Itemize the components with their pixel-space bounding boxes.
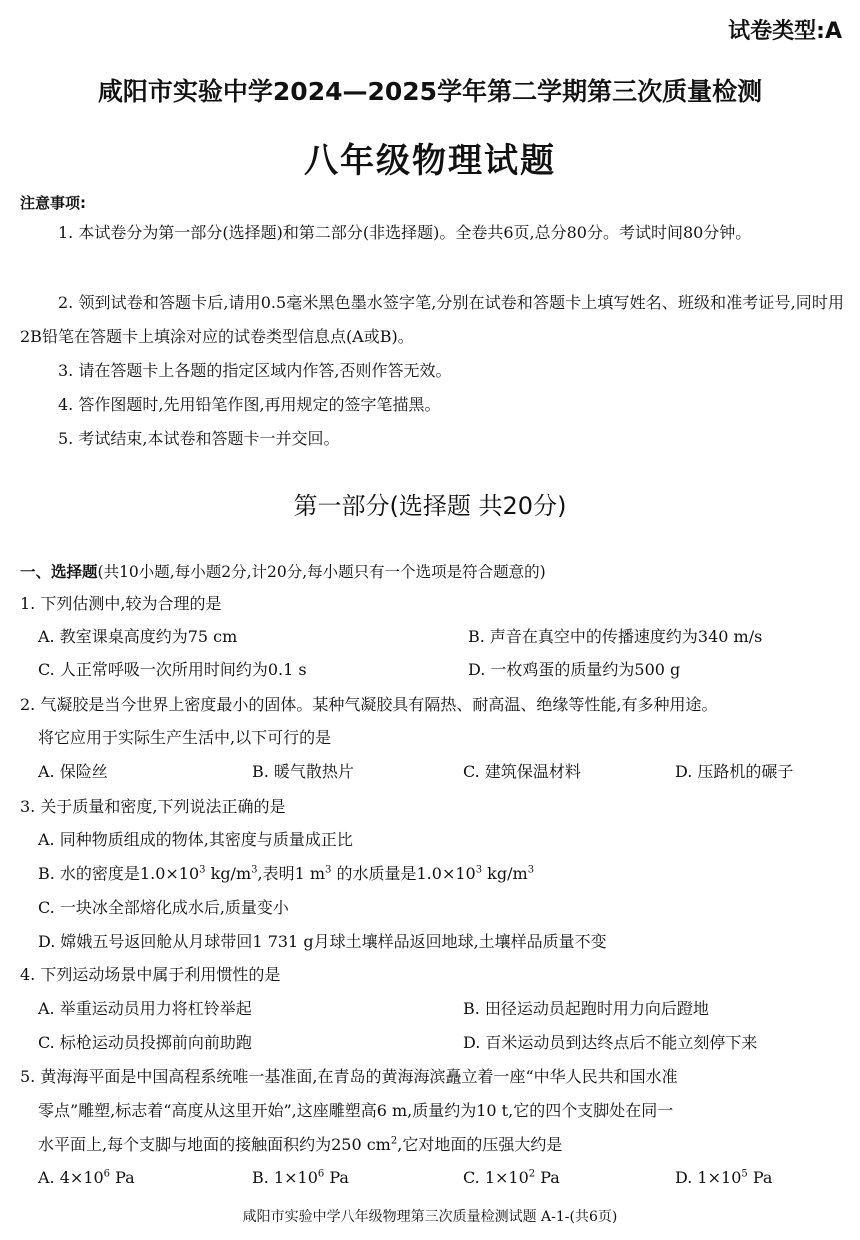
question-1-option-c: C. 人正常呼吸一次所用时间约为0.1 s	[38, 660, 307, 679]
question-5-option-a: A. $4\times 10^6$ Pa	[38, 1168, 135, 1187]
question-4-option-b: B. 田径运动员起跑时用力向后蹬地	[463, 999, 709, 1018]
question-2-option-a: A. 保险丝	[38, 762, 108, 781]
question-2-option-d: D. 压路机的碾子	[675, 762, 794, 781]
school-exam-title: 咸阳市实验中学2024—2025学年第二学期第三次质量检测	[97, 77, 763, 106]
question-1-option-d: D. 一枚鸡蛋的质量约为500 g	[468, 660, 681, 679]
question-1-stem: 1. 下列估测中,较为合理的是	[20, 594, 222, 613]
section-description: (共10小题,每小题2分,计20分,每小题只有一个选项是符合题意的)	[97, 563, 546, 581]
question-3-stem: 3. 关于质量和密度,下列说法正确的是	[20, 797, 286, 816]
question-1-option-b: B. 声音在真空中的传播速度约为340 m/s	[468, 627, 763, 646]
question-3-option-c: C. 一块冰全部熔化成水后,质量变小	[38, 898, 289, 917]
question-2-stem-continued: 将它应用于实际生产生活中,以下可行的是	[38, 728, 332, 747]
question-1-option-a: A. 教室课桌高度约为75 cm	[38, 627, 238, 646]
question-3-option-b: B. 水的密度是$1.0\times 10^3$ $kg/m^3$,表明1 $m^3$ 的水质量是$1.0\times 10^3$ $kg/m^3$	[38, 864, 535, 883]
question-5-option-b: B. $1\times 10^6$ Pa	[252, 1168, 349, 1187]
note-item: 2. 领到试卷和答题卡后,请用0.5毫米黑色墨水签字笔,分别在试卷和答题卡上填写姓名、班级和准考证号,同时用2B铅笔在答题卡上填涂对应的试卷类型信息点(A或B)。	[20, 293, 844, 346]
note-item: 3. 请在答题卡上各题的指定区域内作答,否则作答无效。	[58, 361, 452, 380]
question-5-stem: 5. 黄海海平面是中国高程系统唯一基准面,在青岛的黄海海滨矗立着一座“中华人民共和国水准	[20, 1067, 678, 1086]
question-4-option-a: A. 举重运动员用力将杠铃举起	[38, 999, 252, 1018]
question-5-stem-continued: 零点”雕塑,标志着“高度从这里开始”,这座雕塑高6 m,质量约为10 t,它的四个支脚处在同一	[38, 1101, 674, 1120]
part-one-title: 第一部分(选择题 共20分)	[293, 492, 567, 520]
note-item: 1. 本试卷分为第一部分(选择题)和第二部分(非选择题)。全卷共6页,总分80分。考试时间80分钟。	[58, 223, 752, 242]
question-4-option-c: C. 标枪运动员投掷前向前助跑	[38, 1033, 252, 1052]
note-item: 4. 答作图题时,先用铅笔作图,再用规定的签字笔描黑。	[58, 395, 441, 414]
paper-title: 八年级物理试题	[304, 141, 556, 181]
question-4-option-d: D. 百米运动员到达终点后不能立刻停下来	[463, 1033, 758, 1052]
question-4-stem: 4. 下列运动场景中属于利用惯性的是	[20, 965, 281, 984]
question-2-option-c: C. 建筑保温材料	[463, 762, 581, 781]
question-2-option-b: B. 暖气散热片	[252, 762, 354, 781]
page-footer: 咸阳市实验中学八年级物理第三次质量检测试题 A-1-(共6页)	[242, 1209, 618, 1225]
question-2-stem: 2. 气凝胶是当今世界上密度最小的固体。某种气凝胶具有隔热、耐高温、绝缘等性能,有多种用途。	[20, 695, 718, 714]
question-5-option-d: D. $1\times 10^5$ Pa	[675, 1168, 773, 1187]
question-5-option-c: C. $1\times 10^2$ Pa	[463, 1168, 560, 1187]
note-item: 5. 考试结束,本试卷和答题卡一并交回。	[58, 429, 340, 448]
question-3-option-d: D. 嫦娥五号返回舱从月球带回1 731 g月球土壤样品返回地球,土壤样品质量不变	[38, 932, 607, 951]
exam-type-label: 试卷类型:A	[728, 19, 842, 44]
section-label: 一、选择题	[20, 563, 98, 581]
section-heading	[20, 560, 546, 582]
question-5-stem-continued: 水平面上,每个支脚与地面的接触面积约为250 $cm^2$,它对地面的压强大约是	[38, 1135, 563, 1154]
notes-heading: 注意事项:	[20, 194, 86, 212]
question-3-option-a: A. 同种物质组成的物体,其密度与质量成正比	[38, 830, 353, 849]
